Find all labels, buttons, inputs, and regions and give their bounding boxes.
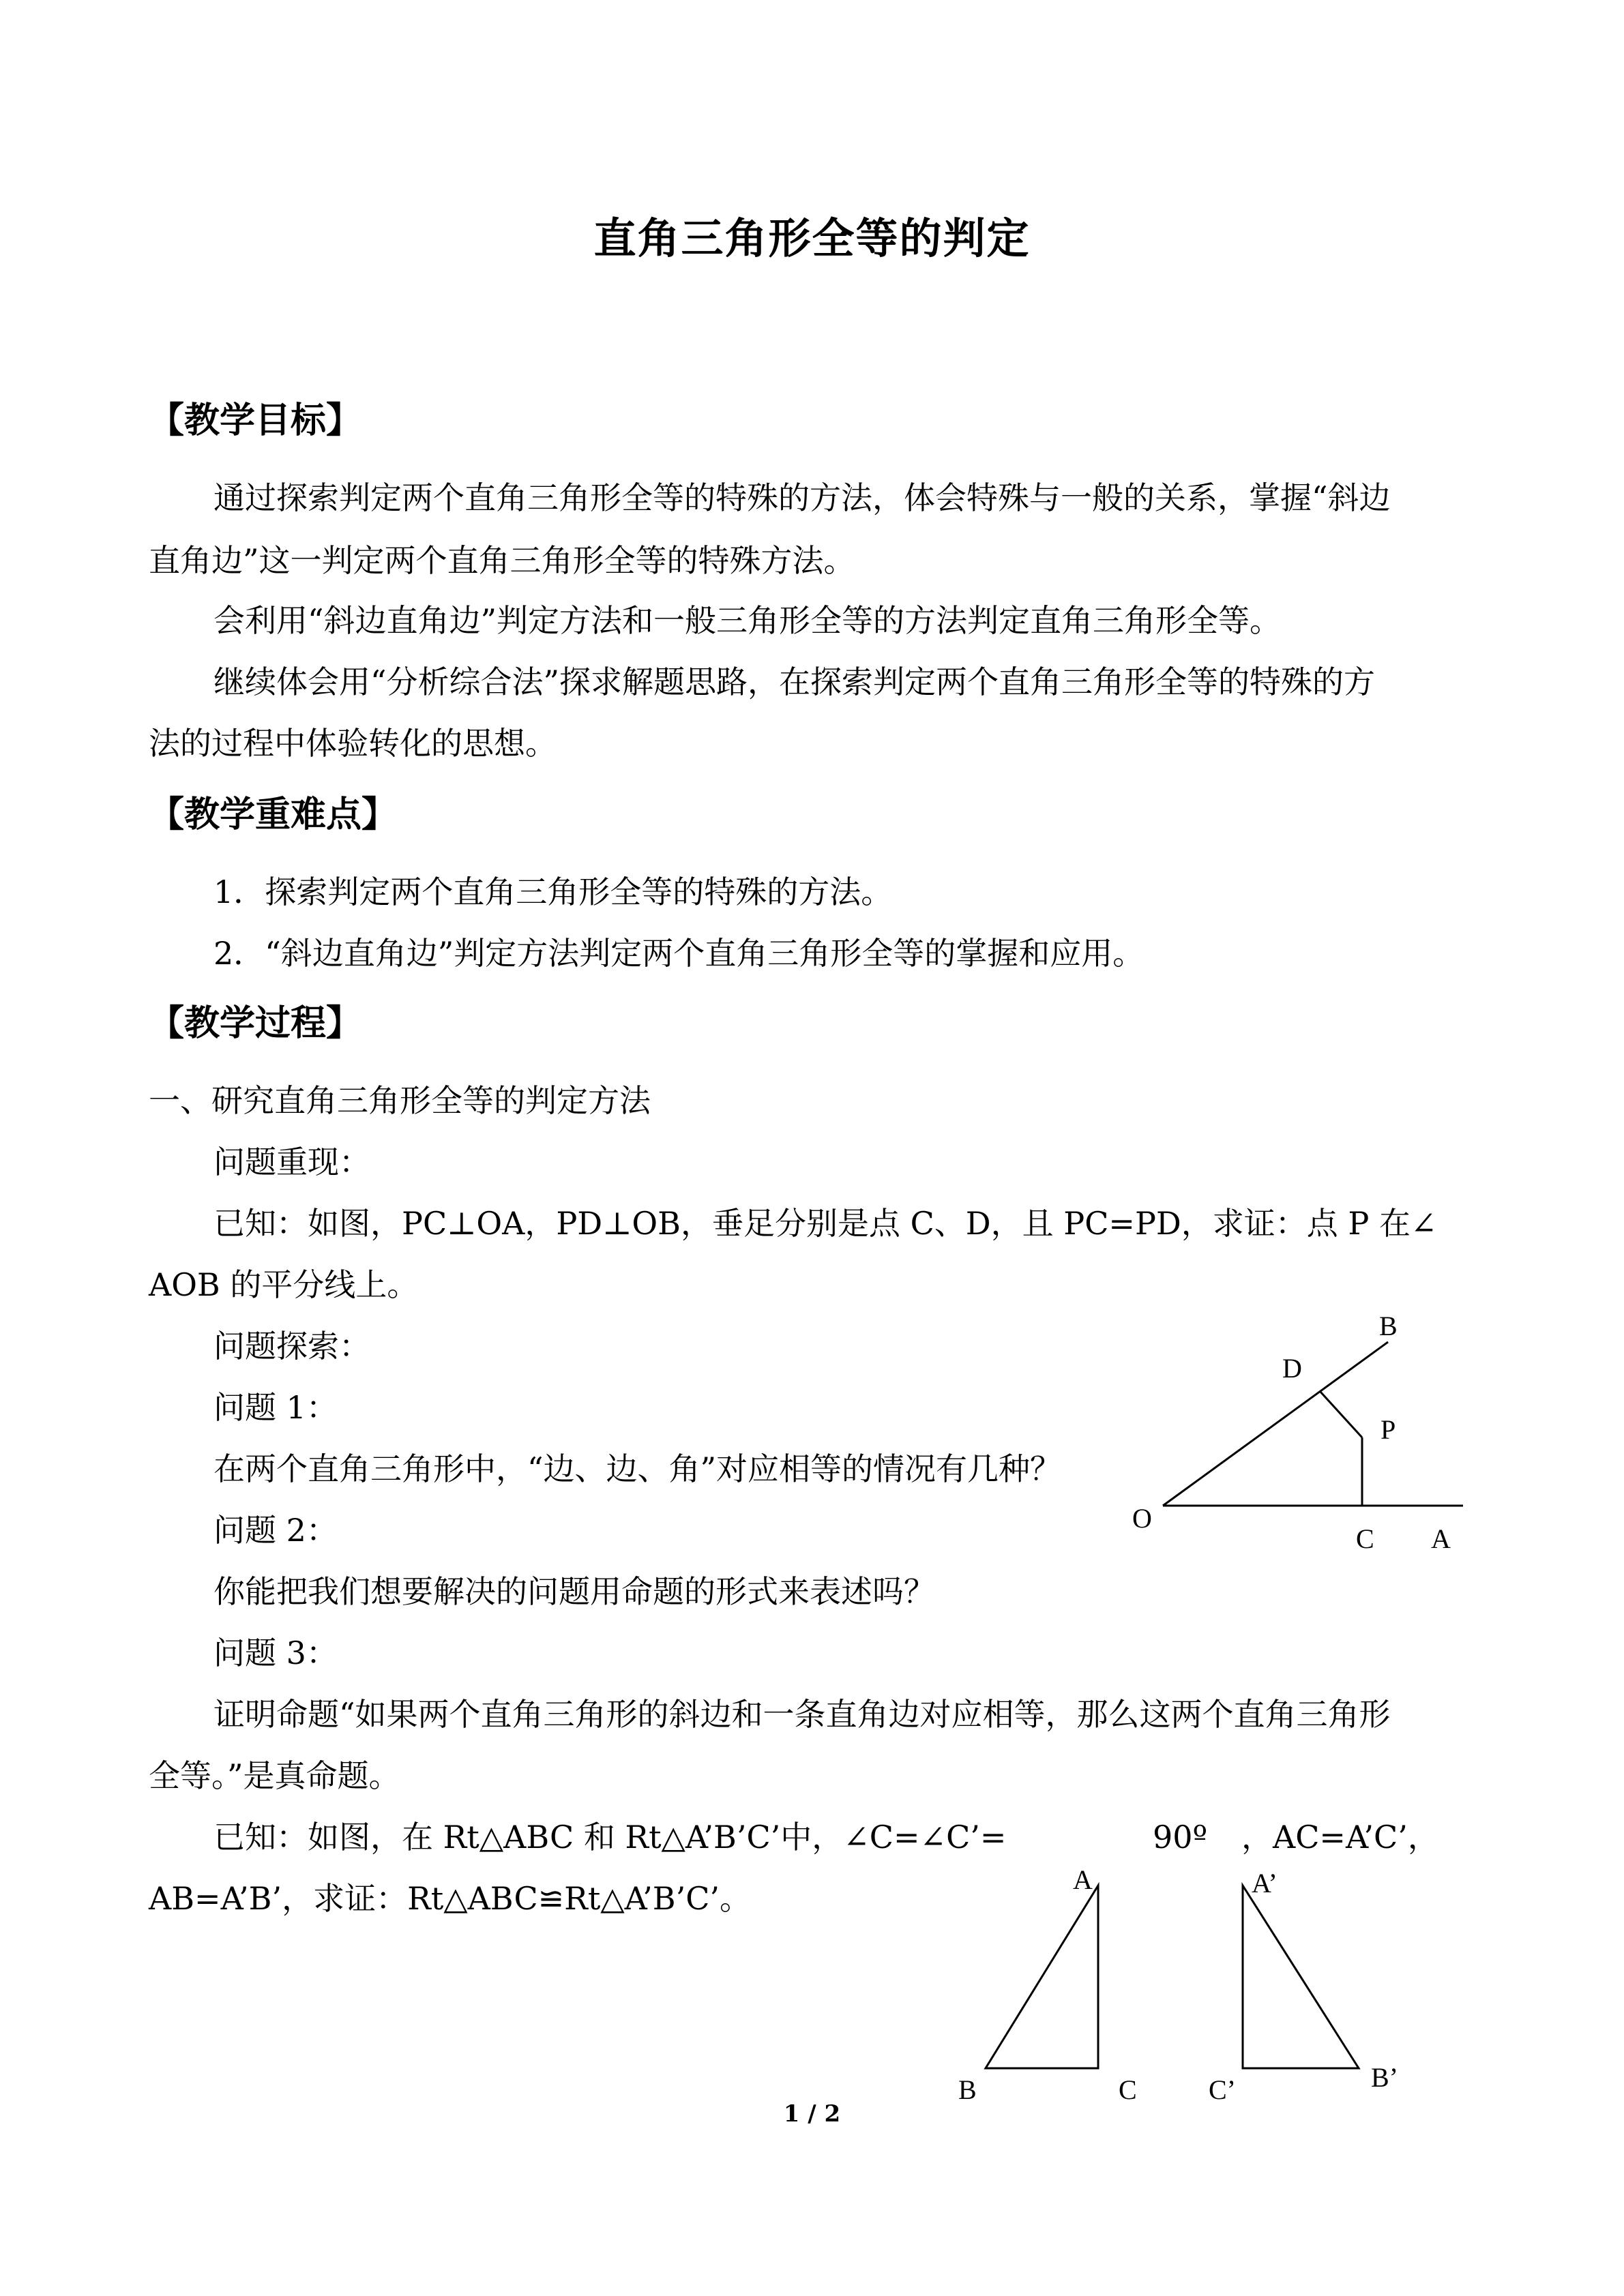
page-title: 直角三角形全等的判定 (593, 213, 1031, 263)
process-part1: 一、研究直角三角形全等的判定方法 (149, 1082, 651, 1119)
goals-p2: 会利用“斜边直角边”判定方法和一般三角形全等的方法判定直角三角形全等。 (213, 602, 1282, 639)
triangle-A2B2C2 (1243, 1885, 1359, 2068)
question-3-line2: 全等。”是真命题。 (149, 1757, 400, 1794)
label-P: P (1381, 1414, 1396, 1445)
known2-line2: AB=A’B’，求证：Rt△ABC≌Rt△A’B’C’。 (149, 1880, 752, 1917)
known2-line1-b: ，AC=A’C’， (1241, 1819, 1439, 1855)
label-B: B (1379, 1311, 1398, 1341)
goals-p3-line2: 法的过程中体验转化的思想。 (149, 725, 557, 762)
goals-p3-line1: 继续体会用“分析综合法”探求解题思路，在探索判定两个直角三角形全等的特殊的方 (213, 664, 1376, 700)
question-1-text: 在两个直角三角形中，“边、边、角”对应相等的情况有几种？ (213, 1450, 1062, 1487)
known2-line1-a: 已知：如图，在 Rt△ABC 和 Rt△A’B’C’中，∠C=∠C’= (213, 1819, 1007, 1855)
question-2-label: 问题 2： (213, 1512, 338, 1549)
label-O: O (1132, 1503, 1152, 1534)
heading-key-points: 【教学重难点】 (149, 794, 398, 835)
label-D: D (1282, 1353, 1302, 1384)
question-2-text: 你能把我们想要解决的问题用命题的形式来表述吗？ (213, 1573, 935, 1610)
label-A: A (1073, 1864, 1093, 1895)
triangle-ABC (986, 1885, 1098, 2068)
heading-process: 【教学过程】 (149, 1003, 362, 1044)
heading-goals: 【教学目标】 (149, 400, 362, 441)
page-number: 1 / 2 (783, 2100, 841, 2128)
process-explore: 问题探索： (213, 1328, 370, 1365)
question-3-label: 问题 3： (213, 1635, 338, 1671)
goals-p1-line1: 通过探索判定两个直角三角形全等的特殊的方法，体会特殊与一般的关系，掌握“斜边 (213, 479, 1391, 516)
label-A-prime: A’ (1252, 1868, 1278, 1898)
label-B: B (958, 2074, 977, 2105)
label-C: C (1119, 2074, 1137, 2105)
label-A: A (1431, 1523, 1451, 1554)
label-B-prime: B’ (1371, 2062, 1398, 2093)
question-3-line1: 证明命题“如果两个直角三角形的斜边和一条直角边对应相等，那么这两个直角三角形 (213, 1696, 1391, 1733)
process-known1-line2: AOB 的平分线上。 (149, 1266, 419, 1303)
key-point-1: 1．探索判定两个直角三角形全等的特殊的方法。 (213, 874, 893, 910)
label-C: C (1356, 1523, 1374, 1554)
label-C-prime: C’ (1209, 2074, 1236, 2105)
known2-degree: 90º (1153, 1819, 1208, 1855)
key-point-2: 2．“斜边直角边”判定方法判定两个直角三角形全等的掌握和应用。 (213, 935, 1145, 972)
process-known1-line1: 已知：如图，PC⊥OA，PD⊥OB，垂足分别是点 C、D，且 PC=PD，求证：点 P 在∠ (213, 1205, 1437, 1242)
goals-p1-line2: 直角边”这一判定两个直角三角形全等的特殊方法。 (149, 542, 855, 579)
question-1-label: 问题 1： (213, 1389, 338, 1426)
process-review: 问题重现： (213, 1144, 370, 1180)
